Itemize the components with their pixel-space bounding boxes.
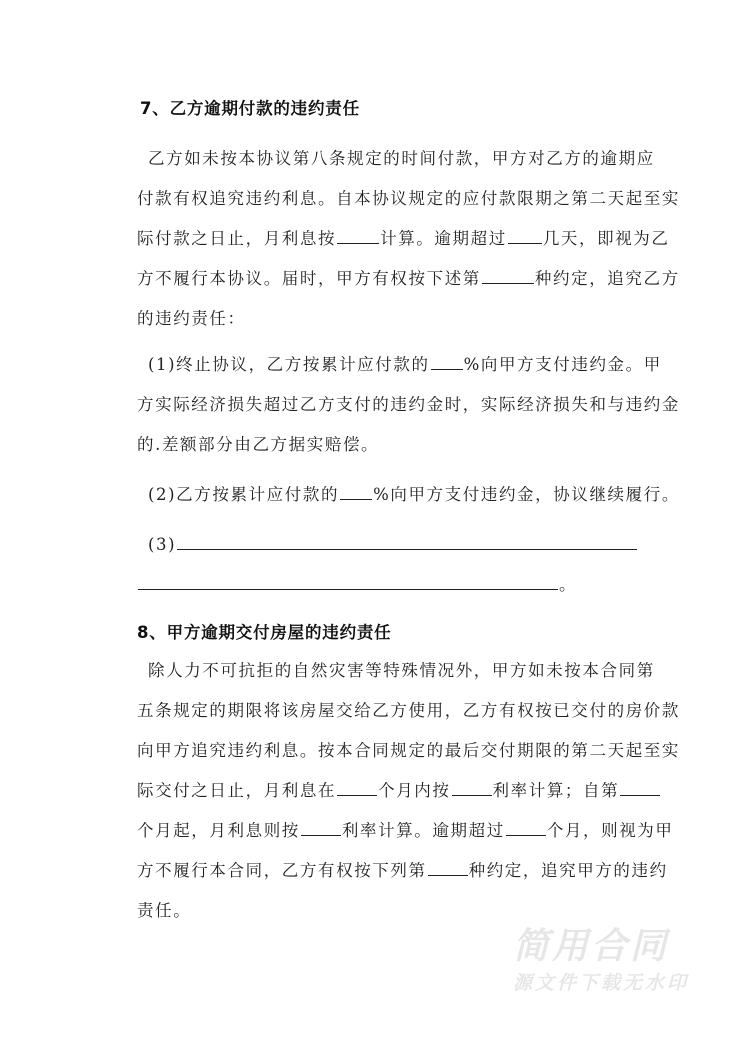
blank-rate-2[interactable] [301, 821, 341, 836]
item-2-line [148, 484, 680, 506]
text-segment: %向甲方支付违约金。甲 [463, 355, 662, 374]
section-7-heading: 7、乙方逾期付款的违约责任 [140, 99, 360, 118]
watermark-title: 简用合同 [513, 926, 670, 967]
section-8-heading: 8、甲方逾期交付房屋的违约责任 [137, 623, 392, 642]
text-segment: 际付款之日止，月利息按 [137, 229, 337, 248]
section-7-para-line-2: 付款有权追究违约利息。自本协议规定的应付款限期之第二天起至实 [137, 189, 680, 208]
blank-option-number-2[interactable] [428, 861, 468, 876]
blank-monthly-interest[interactable] [337, 229, 379, 244]
text-segment: 个月起，月利息则按 [137, 821, 300, 840]
item-3-line-1 [148, 534, 648, 556]
text-segment: 方不履行本合同，乙方有权按下列第 [137, 861, 427, 880]
section-7-para-line-4 [137, 268, 680, 290]
text-segment: 方不履行本协议。届时，甲方有权按下述第 [137, 269, 481, 288]
blank-item-3-first-line[interactable] [177, 535, 637, 550]
blank-percent-1[interactable] [431, 355, 463, 370]
section-8-para-line-7: 责任。 [137, 901, 192, 920]
text-segment: 几天，即视为乙 [542, 229, 670, 248]
item-1-line-3: 的.差额部分由乙方据实赔偿。 [137, 435, 380, 454]
section-8-para-line-4 [137, 780, 637, 802]
text-segment: 利率计算；自第 [492, 781, 620, 800]
blank-overdue-months[interactable] [506, 821, 546, 836]
blank-overdue-days[interactable] [508, 229, 542, 244]
item-3-line-2 [137, 574, 637, 596]
text-segment: 种约定，追究乙方 [534, 269, 680, 288]
section-8-para-line-2: 五条规定的期限将该房屋交给乙方使用，乙方有权按已交付的房价款 [137, 701, 680, 720]
text-segment: 个月，则视为甲 [546, 821, 674, 840]
watermark-subtitle: 源文件下载无水印 [513, 972, 690, 994]
item-1-line-2: 方实际经济损失超过乙方支付的违约金时，实际经济损失和与违约金 [137, 395, 680, 414]
text-segment: %向甲方支付违约金，协议继续履行。 [373, 485, 680, 504]
text-segment: 个月内按 [378, 781, 451, 800]
text-segment: (2)乙方按累计应付款的 [148, 485, 340, 504]
blank-option-number[interactable] [482, 269, 534, 284]
text-segment: 。 [559, 575, 578, 594]
text-segment: 计算。逾期超过 [380, 229, 507, 248]
section-7-para-line-3 [137, 228, 670, 250]
blank-percent-2[interactable] [340, 485, 372, 500]
blank-months-within[interactable] [337, 781, 377, 796]
item-3-label: (3) [148, 535, 177, 554]
section-7-para-line-5: 的违约责任： [137, 309, 246, 328]
blank-item-3-second-line[interactable] [138, 575, 558, 590]
blank-rate-1[interactable] [452, 781, 492, 796]
section-8-para-line-3: 向甲方追究违约利息。按本合同规定的最后交付期限的第二天起至实 [137, 741, 680, 760]
text-segment: 利率计算。逾期超过 [341, 821, 505, 840]
blank-from-month[interactable] [620, 781, 660, 796]
section-8-para-line-1: 除人力不可抗拒的自然灾害等特殊情况外，甲方如未按本合同第 [148, 661, 655, 680]
section-8-para-line-5 [137, 820, 674, 842]
item-1-line-1 [148, 354, 662, 376]
text-segment: 际交付之日止，月利息在 [137, 781, 337, 800]
text-segment: 种约定，追究甲方的违约 [468, 861, 668, 880]
text-segment: (1)终止协议，乙方按累计应付款的 [148, 355, 430, 374]
section-7-para-line-1: 乙方如未按本协议第八条规定的时间付款，甲方对乙方的逾期应 [148, 149, 655, 168]
section-8-para-line-6 [137, 860, 668, 882]
